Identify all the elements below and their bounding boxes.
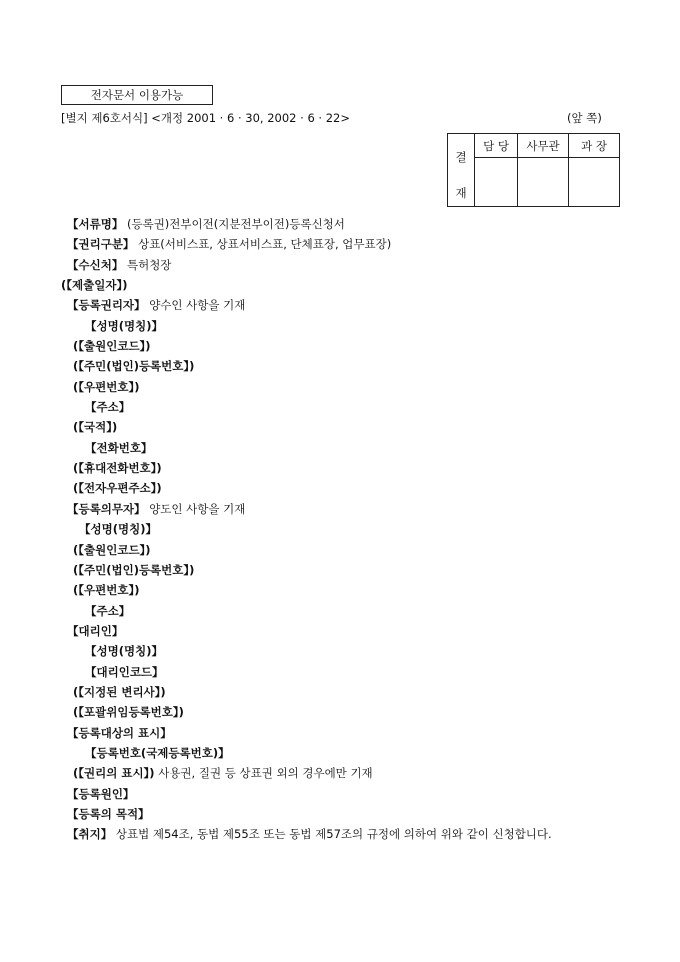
electronic-document-tag: 전자문서 이용가능 xyxy=(61,85,213,105)
field-right-type: 【권리구분】 상표(서비스표, 상표서비스표, 단체표장, 업무표장) xyxy=(67,237,392,252)
approval-col-staff: 담 당 xyxy=(475,134,518,158)
field-agent: 【대리인】 xyxy=(67,623,124,638)
field-general-power-number: (【포괄위임등록번호】) xyxy=(73,705,184,720)
field-right-indication: (【권리의 표시】) 사용권, 질권 등 상표권 외의 경우에만 기재 xyxy=(73,766,373,781)
field-registration-subject: 【등록대상의 표시】 xyxy=(67,725,172,740)
field-statement: 【취지】 상표법 제54조, 동법 제55조 또는 동법 제57조의 규정에 의하여 위와 같이 신청합니다. xyxy=(67,827,552,842)
form-fields xyxy=(61,214,661,845)
field-submission-date: (【제출일자】) xyxy=(61,278,128,293)
field-agent-code: 【대리인코드】 xyxy=(85,664,164,679)
field-registration-cause: 【등록원인】 xyxy=(67,786,135,801)
field-holder-phone: 【전화번호】 xyxy=(85,440,153,455)
field-holder-postal-code: (【우편번호】) xyxy=(73,379,140,394)
approval-sign-staff xyxy=(475,158,518,207)
field-obligor-name: 【성명(명칭)】 xyxy=(79,522,157,537)
approval-col-manager: 과 장 xyxy=(569,134,620,158)
field-registered-obligor: 【등록의무자】 양도인 사항을 기재 xyxy=(67,501,246,516)
form-number: [별지 제6호서식] <개정 2001 · 6 · 30, 2002 · 6 · 22> xyxy=(61,111,351,125)
field-holder-registration-number: (【주민(법인)등록번호】) xyxy=(73,359,195,374)
approval-sign-manager xyxy=(569,158,620,207)
field-holder-mobile: (【휴대전화번호】) xyxy=(73,461,162,476)
field-designated-attorney: (【지정된 변리사】) xyxy=(73,684,166,699)
approval-col-officer: 사무관 xyxy=(518,134,569,158)
approval-row-label: 결 재 xyxy=(448,134,475,207)
field-holder-applicant-code: (【출원인코드】) xyxy=(73,339,151,354)
field-holder-nationality: (【국적】) xyxy=(73,420,118,435)
field-holder-email: (【전자우편주소】) xyxy=(73,481,162,496)
field-agent-name: 【성명(명칭)】 xyxy=(85,644,163,659)
field-registration-purpose: 【등록의 목적】 xyxy=(67,806,150,821)
field-obligor-applicant-code: (【출원인코드】) xyxy=(73,542,151,557)
field-obligor-address: 【주소】 xyxy=(85,603,131,618)
approval-table xyxy=(447,133,620,207)
field-registered-holder: 【등록권리자】 양수인 사항을 기재 xyxy=(67,298,246,313)
field-registration-number: 【등록번호(국제등록번호)】 xyxy=(85,745,230,760)
page-side-label: (앞 쪽) xyxy=(567,111,602,125)
field-obligor-registration-number: (【주민(법인)등록번호】) xyxy=(73,562,195,577)
field-holder-name: 【성명(명칭)】 xyxy=(85,318,163,333)
field-obligor-postal-code: (【우편번호】) xyxy=(73,583,140,598)
approval-sign-officer xyxy=(518,158,569,207)
field-document-name: 【서류명】 (등록권)전부이전(지분전부이전)등록신청서 xyxy=(67,217,345,231)
field-recipient: 【수신처】 특허청장 xyxy=(67,257,172,272)
field-holder-address: 【주소】 xyxy=(85,400,131,415)
